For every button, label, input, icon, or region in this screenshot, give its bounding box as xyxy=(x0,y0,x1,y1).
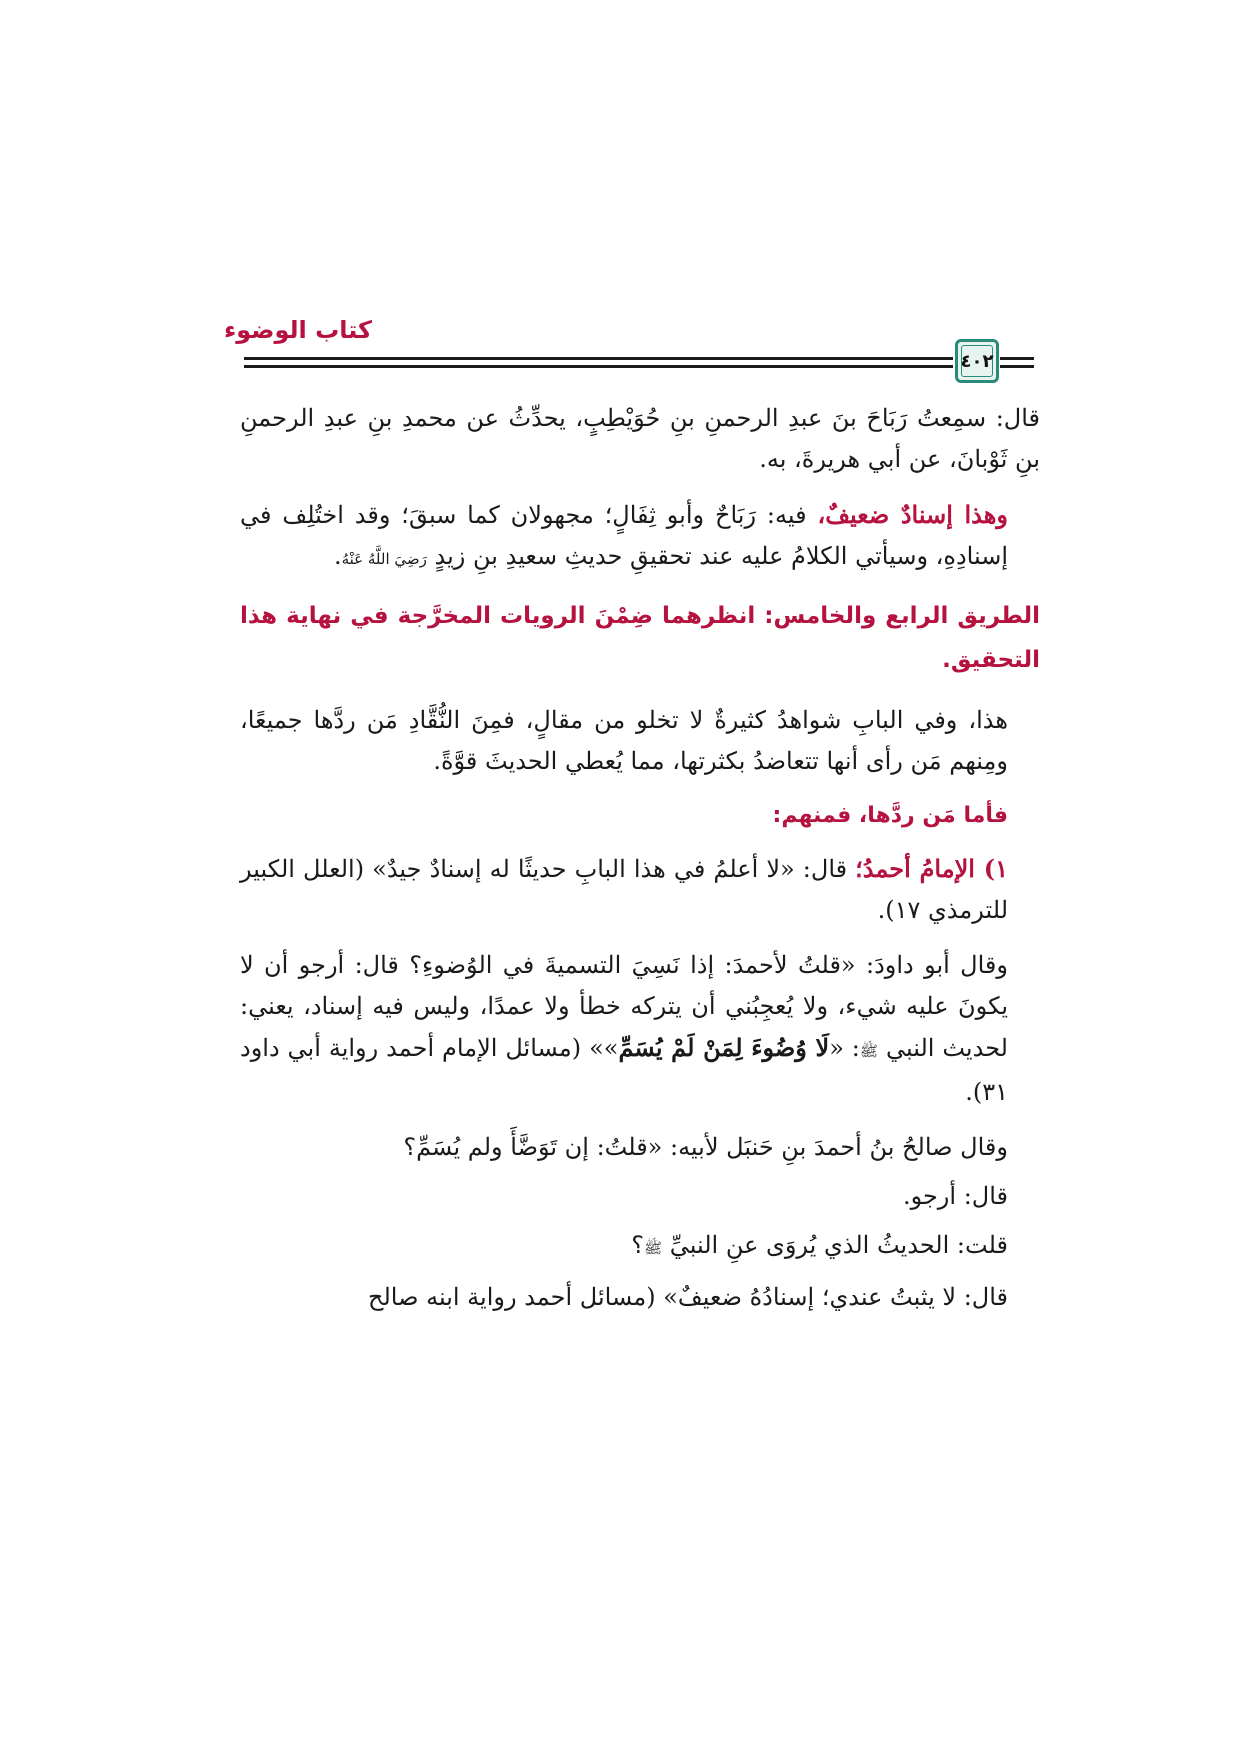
paragraph-salih-line4 xyxy=(240,1277,1040,1318)
paragraph-imam-ahmad xyxy=(240,848,1040,931)
section-heading-fourth-fifth: الطريق الرابع والخامس: انظرهما ضِمْنَ الرويات المخرَّجة في نهاية هذا التحقيق. xyxy=(240,603,1040,673)
page-body xyxy=(240,398,1040,1332)
page-number-badge xyxy=(955,339,999,383)
paragraph-text: قال: «لا أعلمُ في هذا البابِ حديثًا له إسنادٌ جيدٌ» (العلل الكبير للترمذي ١٧). xyxy=(240,855,1008,924)
highlight-weak-chain: وهذا إسنادٌ ضعيفٌ، xyxy=(817,500,1008,529)
honorific-glyph: رَضِيَ اللَّهُ عَنْهُ xyxy=(341,550,427,568)
paragraph-text: »» (مسائل الإمام أحمد رواية أبي داود ٣١). xyxy=(240,1034,1008,1106)
paragraph-end: . xyxy=(333,542,342,570)
paragraph-text: فيه: رَبَاحٌ وأبو ثِفَالٍ؛ مجهولان كما سبقَ؛ وقد اختُلِف في إسنادِهِ، وسيأتي الكلامُ عليه عند تحقيقِ حديثِ سعيدِ بنِ زيدٍ xyxy=(240,501,1008,570)
page-number: ٤٠٢ xyxy=(960,350,994,372)
header-rule-right-top xyxy=(1000,357,1034,360)
salla-glyph: ﷺ xyxy=(859,1042,879,1060)
paragraph-text: قال: لا يثبتُ عندي؛ إسنادُهُ ضعيفٌ» (مسائل أحمد رواية ابنه صالح xyxy=(367,1283,1008,1311)
header-rule-right-bottom xyxy=(1000,365,1034,368)
chapter-title: كتاب الوضوء xyxy=(223,316,372,344)
subheading-rejecters: فأما مَن ردَّها، فمنهم: xyxy=(772,803,1008,828)
hadith-text: لَا وُضُوءَ لِمَنْ لَمْ يُسَمِّ xyxy=(618,1033,830,1062)
paragraph-salih-line3 xyxy=(240,1225,1040,1269)
paragraph-salih-line2 xyxy=(240,1176,1040,1217)
paragraph-abu-dawud xyxy=(240,945,1040,1113)
paragraph-weak-chain xyxy=(240,494,1040,580)
header-rule-top xyxy=(244,357,953,360)
paragraph-text: وقال صالحُ بنُ أحمدَ بنِ حَنبَل لأبيه: «قلتُ: إن تَوَضَّأَ ولم يُسَمِّ؟ xyxy=(403,1133,1008,1161)
page-header xyxy=(0,0,1240,400)
salla-glyph: ﷺ xyxy=(643,1239,663,1257)
paragraph-chain xyxy=(240,398,1040,480)
paragraph-text: قال: أرجو. xyxy=(902,1182,1008,1210)
paragraph-salih-line1 xyxy=(240,1127,1040,1168)
highlight-imam-ahmad: ١) الإمامُ أحمدُ؛ xyxy=(855,854,1008,883)
paragraph-witnesses xyxy=(240,700,1040,782)
header-rule-bottom xyxy=(244,365,953,368)
paragraph-text: ؟ xyxy=(631,1231,644,1259)
paragraph-text: : « xyxy=(829,1034,860,1062)
paragraph-text: وقال أبو داودَ: «قلتُ لأحمدَ: إذا نَسِيَ التسميةَ في الوُضوءِ؟ قال: أرجو أن لا يكونَ عليه شيء، ولا يُعجِبُني أن يتركه خطأ ولا عمدًا، وليس فيه إسناد، يعني: لحديث النبي xyxy=(240,951,1008,1062)
paragraph-text: قلت: الحديثُ الذي يُروَى عنِ النبيِّ xyxy=(662,1231,1008,1259)
paragraph-text: قال: سمِعتُ رَبَاحَ بنَ عبدِ الرحمنِ بنِ حُوَيْطِبٍ، يحدِّثُ عن محمدِ بنِ عبدِ الرحمنِ بنِ ثَوْبانَ، عن أبي هريرةَ، به. xyxy=(240,404,1040,473)
paragraph-text: هذا، وفي البابِ شواهدُ كثيرةٌ لا تخلو من مقالٍ، فمِنَ النُّقَّادِ مَن ردَّها جميعًا، ومِنهم مَن رأى أنها تتعاضدُ بكثرتها، مما يُعطي الحديثَ قوَّةً. xyxy=(240,706,1008,775)
